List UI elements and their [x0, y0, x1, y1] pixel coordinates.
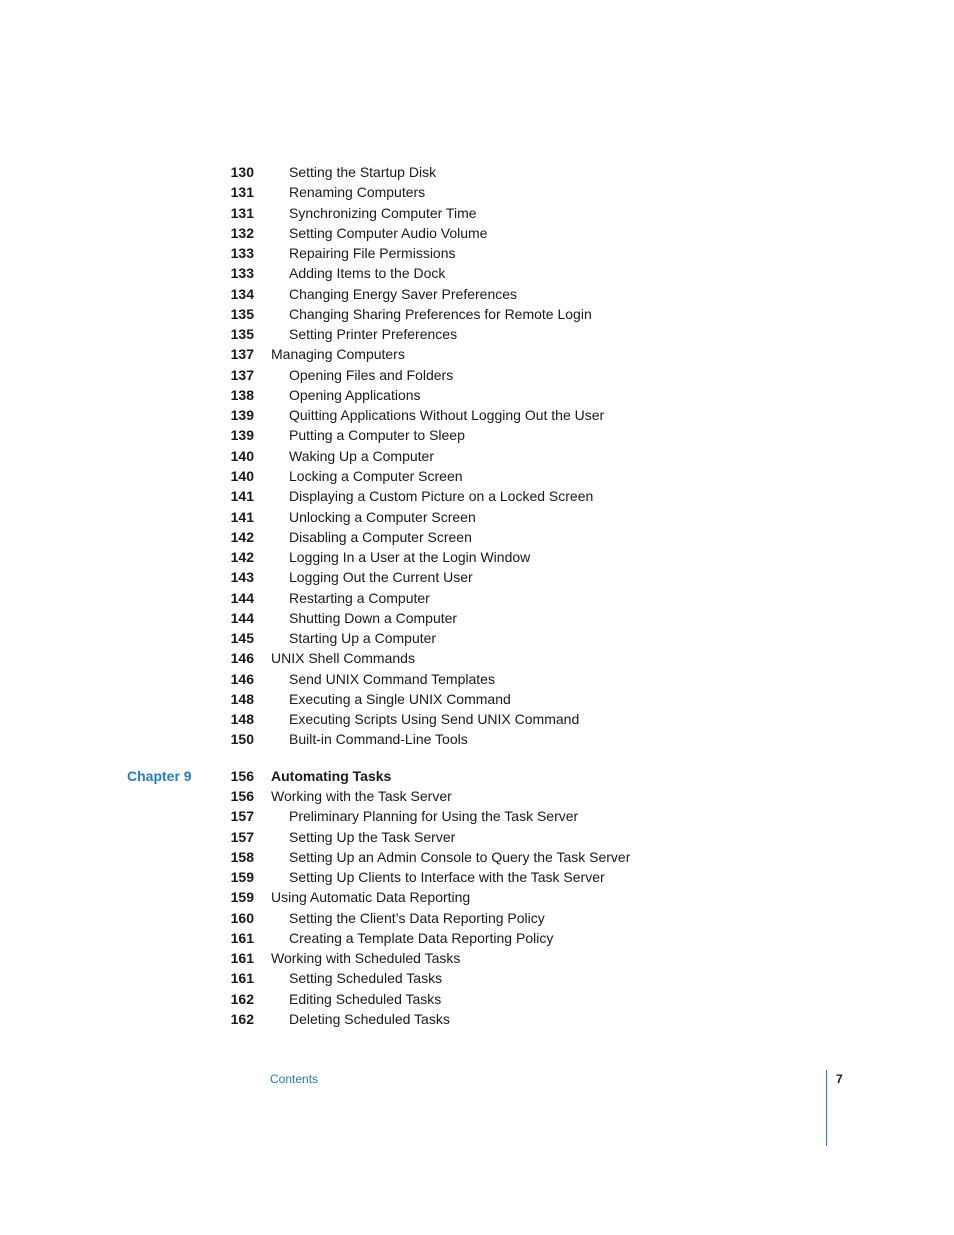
toc-entry-page-number: 144 [230, 589, 254, 606]
toc-entry[interactable] [0, 806, 954, 826]
toc-entry[interactable] [0, 162, 954, 182]
toc-list-continued [0, 162, 954, 750]
toc-entry-page-number: 145 [230, 630, 254, 647]
toc-entry[interactable] [0, 425, 954, 445]
toc-section-title[interactable]: Working with Scheduled Tasks [271, 950, 461, 967]
toc-entry-page-number: 135 [230, 326, 254, 343]
toc-entry-page-number: 132 [230, 224, 254, 241]
toc-list-chapter-9 [0, 786, 954, 1029]
toc-entry[interactable] [0, 948, 954, 968]
toc-entry-page-number: 142 [230, 528, 254, 545]
toc-subsection-title[interactable]: Built-in Command-Line Tools [289, 731, 468, 748]
toc-entry-page-number: 131 [230, 204, 254, 221]
toc-entry-page-number: 134 [230, 285, 254, 302]
toc-entry-page-number: 162 [230, 1010, 254, 1027]
toc-entry[interactable] [0, 405, 954, 425]
toc-entry[interactable] [0, 608, 954, 628]
toc-entry[interactable] [0, 628, 954, 648]
toc-subsection-title[interactable]: Restarting a Computer [289, 589, 430, 606]
toc-entry-page-number: 162 [230, 990, 254, 1007]
toc-subsection-title[interactable]: Setting Up the Task Server [289, 828, 456, 845]
toc-subsection-title[interactable]: Send UNIX Command Templates [289, 670, 495, 687]
toc-subsection-title[interactable]: Renaming Computers [289, 184, 426, 201]
toc-entry-page-number: 161 [230, 929, 254, 946]
toc-entry-page-number: 161 [230, 970, 254, 987]
toc-entry-page-number: 140 [230, 467, 254, 484]
footer-section-label[interactable]: Contents [270, 1072, 319, 1086]
toc-subsection-title[interactable]: Setting Printer Preferences [289, 326, 458, 343]
toc-subsection-title[interactable]: Waking Up a Computer [289, 447, 434, 464]
toc-subsection-title[interactable]: Starting Up a Computer [289, 630, 437, 647]
toc-subsection-title[interactable]: Executing a Single UNIX Command [289, 690, 511, 707]
toc-entry-page-number: 146 [230, 650, 254, 667]
toc-entry[interactable] [0, 729, 954, 749]
toc-entry[interactable] [0, 989, 954, 1009]
toc-entry[interactable] [0, 243, 954, 263]
toc-entry-page-number: 160 [230, 909, 254, 926]
toc-section-title[interactable]: Working with the Task Server [271, 787, 452, 804]
toc-subsection-title[interactable]: Displaying a Custom Picture on a Locked Screen [289, 488, 594, 505]
toc-entry-page-number: 148 [230, 690, 254, 707]
toc-entry[interactable] [0, 648, 954, 668]
chapter-page-number: 156 [230, 767, 254, 784]
toc-entry-page-number: 141 [230, 508, 254, 525]
toc-subsection-title[interactable]: Opening Files and Folders [289, 366, 454, 383]
toc-entry[interactable] [0, 588, 954, 608]
toc-entry-page-number: 139 [230, 407, 254, 424]
toc-subsection-title[interactable]: Logging Out the Current User [289, 569, 473, 586]
toc-subsection-title[interactable]: Synchronizing Computer Time [289, 204, 477, 221]
toc-subsection-title[interactable]: Repairing File Permissions [289, 245, 456, 262]
toc-entry-page-number: 137 [230, 366, 254, 383]
toc-entry-page-number: 139 [230, 427, 254, 444]
toc-entry-page-number: 161 [230, 950, 254, 967]
toc-entry[interactable] [0, 223, 954, 243]
toc-subsection-title[interactable]: Putting a Computer to Sleep [289, 427, 465, 444]
toc-entry-page-number: 159 [230, 889, 254, 906]
toc-entry[interactable] [0, 669, 954, 689]
toc-entry[interactable] [0, 182, 954, 202]
toc-entry-page-number: 148 [230, 711, 254, 728]
chapter-gap [0, 750, 954, 766]
table-of-contents [0, 162, 954, 1029]
toc-entry-page-number: 157 [230, 828, 254, 845]
toc-entry[interactable] [0, 547, 954, 567]
toc-entry[interactable] [0, 466, 954, 486]
toc-subsection-title[interactable]: Disabling a Computer Screen [289, 528, 472, 545]
toc-entry-page-number: 156 [230, 787, 254, 804]
chapter-title[interactable]: Automating Tasks [271, 767, 392, 784]
toc-entry[interactable] [0, 203, 954, 223]
toc-entry[interactable] [0, 887, 954, 907]
toc-entry[interactable] [0, 365, 954, 385]
toc-subsection-title[interactable]: Setting Computer Audio Volume [289, 224, 488, 241]
toc-entry[interactable] [0, 344, 954, 364]
footer-page-number: 7 [836, 1072, 843, 1086]
toc-entry-page-number: 131 [230, 184, 254, 201]
toc-subsection-title[interactable]: Setting Up an Admin Console to Query the Task Server [289, 848, 631, 865]
toc-entry[interactable] [0, 968, 954, 988]
toc-entry[interactable] [0, 486, 954, 506]
toc-entry-page-number: 133 [230, 265, 254, 282]
toc-subsection-title[interactable]: Logging In a User at the Login Window [289, 549, 531, 566]
toc-entry-page-number: 133 [230, 245, 254, 262]
toc-entry-page-number: 144 [230, 609, 254, 626]
toc-entry[interactable] [0, 908, 954, 928]
toc-entry[interactable] [0, 689, 954, 709]
toc-subsection-title[interactable]: Setting the Startup Disk [289, 164, 437, 180]
toc-subsection-title[interactable]: Locking a Computer Screen [289, 467, 463, 484]
toc-subsection-title[interactable]: Changing Sharing Preferences for Remote Login [289, 305, 592, 322]
toc-entry[interactable] [0, 567, 954, 587]
toc-entry[interactable] [0, 786, 954, 806]
toc-entry-page-number: 159 [230, 869, 254, 886]
toc-entry-page-number: 138 [230, 386, 254, 403]
toc-chapter-row[interactable] [0, 766, 954, 786]
toc-entry[interactable] [0, 446, 954, 466]
toc-entry[interactable] [0, 385, 954, 405]
toc-entry[interactable] [0, 527, 954, 547]
toc-entry[interactable] [0, 324, 954, 344]
toc-entry-page-number: 141 [230, 488, 254, 505]
toc-subsection-title[interactable]: Opening Applications [289, 386, 421, 403]
toc-entry[interactable] [0, 1009, 954, 1029]
toc-subsection-title[interactable]: Changing Energy Saver Preferences [289, 285, 518, 302]
toc-entry[interactable] [0, 304, 954, 324]
toc-entry[interactable] [0, 284, 954, 304]
toc-entry[interactable] [0, 867, 954, 887]
toc-entry-page-number: 130 [230, 164, 254, 180]
toc-subsection-title[interactable]: Editing Scheduled Tasks [289, 990, 442, 1007]
toc-entry-page-number: 150 [230, 731, 254, 748]
toc-subsection-title[interactable]: Setting the Client’s Data Reporting Policy [289, 909, 545, 926]
toc-entry[interactable] [0, 507, 954, 527]
toc-section-title[interactable]: UNIX Shell Commands [271, 650, 415, 667]
toc-entry-page-number: 146 [230, 670, 254, 687]
toc-subsection-title[interactable]: Shutting Down a Computer [289, 609, 458, 626]
toc-subsection-title[interactable]: Preliminary Planning for Using the Task Server [289, 808, 579, 825]
toc-subsection-title[interactable]: Executing Scripts Using Send UNIX Command [289, 711, 580, 728]
toc-section-title[interactable]: Using Automatic Data Reporting [271, 889, 471, 906]
toc-entry[interactable] [0, 847, 954, 867]
toc-entry-page-number: 157 [230, 808, 254, 825]
toc-subsection-title[interactable]: Adding Items to the Dock [289, 265, 446, 282]
toc-entry-page-number: 143 [230, 569, 254, 586]
toc-entry-page-number: 142 [230, 549, 254, 566]
toc-subsection-title[interactable]: Creating a Template Data Reporting Policy [289, 929, 554, 946]
toc-entry-page-number: 158 [230, 848, 254, 865]
toc-entry-page-number: 140 [230, 447, 254, 464]
toc-entry[interactable] [0, 709, 954, 729]
toc-entry[interactable] [0, 928, 954, 948]
footer-divider [826, 1070, 827, 1146]
toc-entry[interactable] [0, 263, 954, 283]
toc-section-title[interactable]: Managing Computers [271, 346, 405, 363]
toc-entry-page-number: 137 [230, 346, 254, 363]
toc-subsection-title[interactable]: Setting Up Clients to Interface with the Task Server [289, 869, 605, 886]
toc-subsection-title[interactable]: Deleting Scheduled Tasks [289, 1010, 450, 1027]
toc-subsection-title[interactable]: Setting Scheduled Tasks [289, 970, 443, 987]
toc-entry[interactable] [0, 827, 954, 847]
chapter-label[interactable]: Chapter 9 [127, 767, 192, 784]
toc-subsection-title[interactable]: Quitting Applications Without Logging Out the User [289, 407, 605, 424]
toc-subsection-title[interactable]: Unlocking a Computer Screen [289, 508, 476, 525]
toc-entry-page-number: 135 [230, 305, 254, 322]
